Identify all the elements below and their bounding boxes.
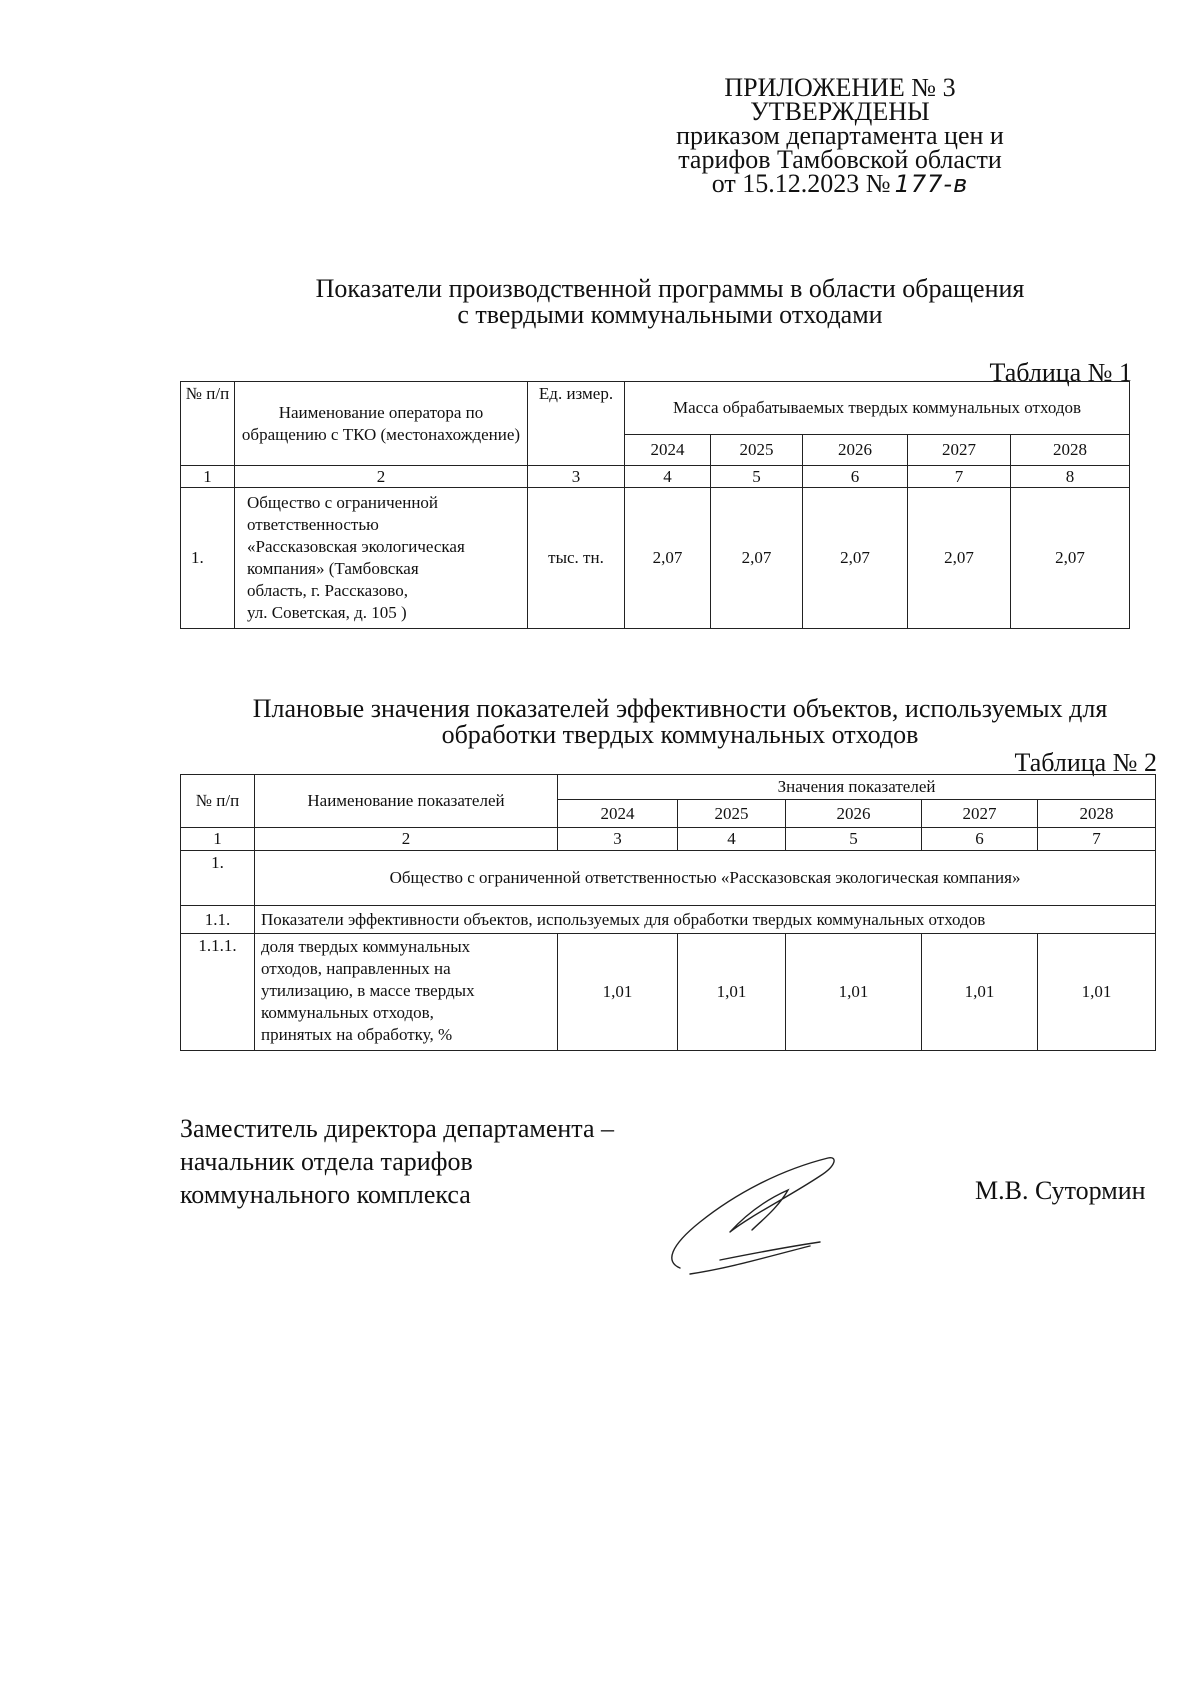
t1-value: 2,07 xyxy=(803,488,908,629)
table2-label: Таблица № 2 xyxy=(1014,748,1157,777)
t1-year: 2028 xyxy=(1011,435,1130,466)
table1-title-line2: с твердыми коммунальными отходами xyxy=(457,300,883,329)
t2-indicator-line: доля твердых коммунальных xyxy=(261,937,471,956)
appendix-title: ПРИЛОЖЕНИЕ № 3 xyxy=(724,73,956,102)
t1-header-num: № п/п xyxy=(181,382,235,466)
t2-year: 2026 xyxy=(786,800,922,828)
t1-header-unit: Ед. измер. xyxy=(528,382,625,466)
t1-year: 2024 xyxy=(625,435,711,466)
t2-year: 2025 xyxy=(678,800,786,828)
t2-col-number: 3 xyxy=(558,828,678,851)
t2-col-number: 7 xyxy=(1038,828,1156,851)
t2-section-num: 1.1. xyxy=(181,906,255,934)
t2-header-values: Значения показателей xyxy=(558,775,1156,800)
table1-title-line1: Показатели производственной программы в области обращения xyxy=(315,274,1025,303)
t2-year: 2027 xyxy=(922,800,1038,828)
t1-unit: тыс. тн. xyxy=(528,488,625,629)
signer-position-line: Заместитель директора департамента – xyxy=(180,1114,615,1143)
t2-year: 2024 xyxy=(558,800,678,828)
t2-value: 1,01 xyxy=(786,934,922,1051)
t1-value: 2,07 xyxy=(908,488,1011,629)
table2-title xyxy=(200,696,1160,748)
t2-header-num: № п/п xyxy=(181,775,255,828)
signer-name: М.В. Сутормин xyxy=(975,1176,1146,1205)
t2-value: 1,01 xyxy=(922,934,1038,1051)
signer-position xyxy=(180,1112,614,1211)
t2-org-num: 1. xyxy=(181,851,255,906)
table-row xyxy=(181,906,1156,934)
t1-col-number: 3 xyxy=(528,466,625,488)
order-line-2: тарифов Тамбовской области xyxy=(678,145,1002,174)
t1-operator-line: ответственностью xyxy=(247,515,379,534)
production-program-table xyxy=(180,381,1130,629)
handwritten-signature xyxy=(660,1150,860,1280)
t1-year: 2025 xyxy=(711,435,803,466)
table-row xyxy=(181,851,1156,906)
table1-label: Таблица № 1 xyxy=(989,358,1132,387)
t2-col-number: 5 xyxy=(786,828,922,851)
t1-value: 2,07 xyxy=(1011,488,1130,629)
order-line-3 xyxy=(630,169,1050,198)
t2-indicator-line: коммунальных отходов, xyxy=(261,1003,434,1022)
t2-indicator-line: утилизацию, в массе твердых xyxy=(261,981,475,1000)
t1-operator-line: область, г. Рассказово, xyxy=(247,581,408,600)
t1-col-number: 1 xyxy=(181,466,235,488)
t2-year: 2028 xyxy=(1038,800,1156,828)
approved-label: УТВЕРЖДЕНЫ xyxy=(750,97,930,126)
t1-header-mass: Масса обрабатываемых твердых коммунальных отходов xyxy=(625,382,1130,435)
t2-indicator-name xyxy=(255,934,558,1051)
t2-indicator-line: принятых на обработку, % xyxy=(261,1025,453,1044)
t1-operator-line: компания» (Тамбовская xyxy=(247,559,419,578)
table2-title-line1: Плановые значения показателей эффективности объектов, используемых для xyxy=(252,694,1108,723)
t1-year: 2027 xyxy=(908,435,1011,466)
t1-col-number: 4 xyxy=(625,466,711,488)
signer-position-line: начальник отдела тарифов xyxy=(180,1147,473,1176)
t2-org-name: Общество с ограниченной ответственностью «Рассказовская экологическая компания» xyxy=(255,851,1156,906)
table2-title-line2: обработки твердых коммунальных отходов xyxy=(441,720,919,749)
t1-value: 2,07 xyxy=(711,488,803,629)
t2-header-name: Наименование показателей xyxy=(255,775,558,828)
t1-year: 2026 xyxy=(803,435,908,466)
t2-col-number: 2 xyxy=(255,828,558,851)
order-line-1: приказом департамента цен и xyxy=(676,121,1004,150)
t1-header-operator: Наименование оператора по обращению с ТКО (местонахождение) xyxy=(235,382,528,466)
t1-operator-line: ул. Советская, д. 105 ) xyxy=(247,603,407,622)
document-header xyxy=(630,73,1050,198)
order-number-handwritten: 177-в xyxy=(894,170,969,198)
t1-col-number: 2 xyxy=(235,466,528,488)
t1-operator-line: «Рассказовская экологическая xyxy=(247,537,465,556)
t1-value: 2,07 xyxy=(625,488,711,629)
t2-col-number: 6 xyxy=(922,828,1038,851)
t2-section-name: Показатели эффективности объектов, используемых для обработки твердых коммунальных отходов xyxy=(255,906,1156,934)
t2-value: 1,01 xyxy=(558,934,678,1051)
t2-indicator-line: отходов, направленных на xyxy=(261,959,451,978)
t1-col-number: 7 xyxy=(908,466,1011,488)
t1-col-number: 5 xyxy=(711,466,803,488)
t1-operator-cell xyxy=(235,488,528,629)
t2-value: 1,01 xyxy=(1038,934,1156,1051)
t1-col-number: 8 xyxy=(1011,466,1130,488)
t2-col-number: 4 xyxy=(678,828,786,851)
t2-indicator-num: 1.1.1. xyxy=(181,934,255,1051)
t2-value: 1,01 xyxy=(678,934,786,1051)
t1-col-number: 6 xyxy=(803,466,908,488)
table-row xyxy=(181,934,1156,1051)
efficiency-indicators-table xyxy=(180,774,1156,1051)
t1-row-num: 1. xyxy=(181,488,235,629)
order-date: от 15.12.2023 № xyxy=(711,169,891,198)
t1-operator-line: Общество с ограниченной xyxy=(247,493,439,512)
table1-title xyxy=(230,276,1110,328)
table-row xyxy=(181,488,1130,629)
signer-position-line: коммунального комплекса xyxy=(180,1180,471,1209)
t2-col-number: 1 xyxy=(181,828,255,851)
